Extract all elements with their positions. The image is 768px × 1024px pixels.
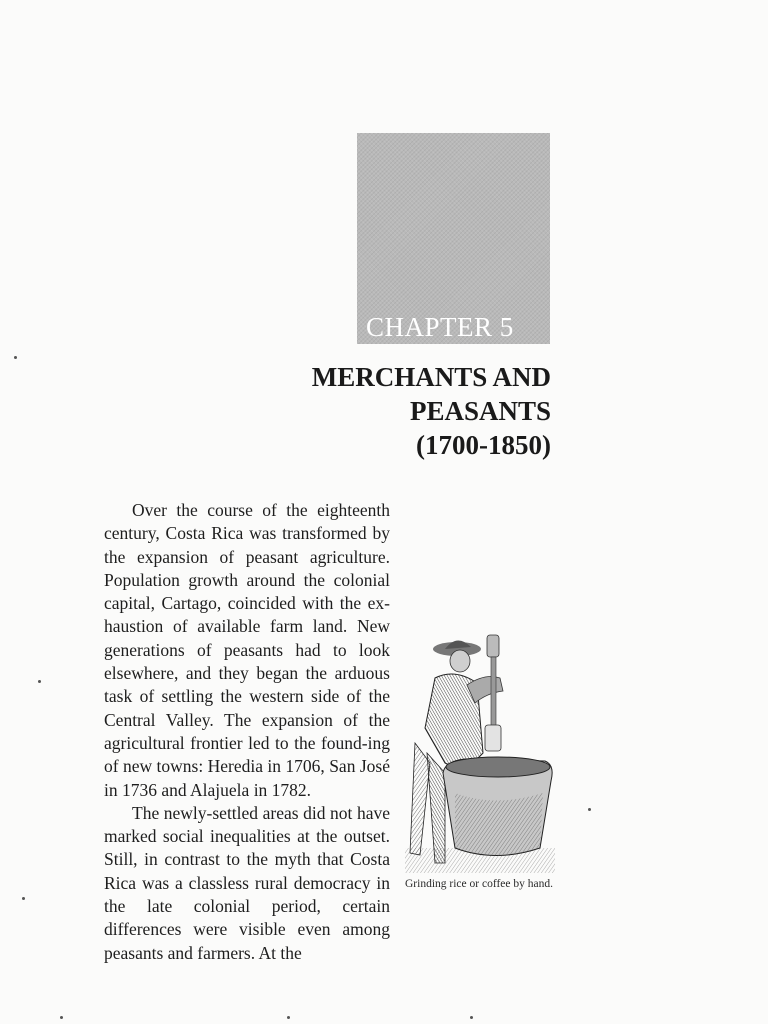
- scan-speck: [14, 356, 17, 359]
- paragraph-2: The newly-settled areas did not have marked social inequalities at the outset. Still, in contrast to the myth that Costa Rica was a classless rural democracy in the late colonial period, certain differences were visible even among peasants and farmers. At the: [104, 802, 390, 963]
- scan-speck: [38, 680, 41, 683]
- chapter-title-line-3: (1700-1850): [416, 430, 551, 460]
- body-text: [104, 499, 390, 965]
- engraving-illustration: [405, 633, 555, 873]
- chapter-title: [151, 360, 551, 462]
- chapter-title-line-2: PEASANTS: [409, 396, 551, 426]
- scan-speck: [470, 1016, 473, 1019]
- chapter-title-line-1: MERCHANTS AND: [311, 362, 551, 392]
- paragraph-1: Over the course of the eighteenth century, Costa Rica was transformed by the expansion of peasant agriculture. Population growth around the colonial capital, Cartago, coincided with the ex-haustion of available farm land. New generations of peasants had to look elsewhere, and they began the arduous task of settling the western side of the Central Valley. The expansion of the agricultural frontier led to the found-ing of new towns: Heredia in 1706, San José in 1736 and Alajuela in 1782.: [104, 500, 390, 800]
- scan-speck: [588, 808, 591, 811]
- chapter-label: CHAPTER 5: [366, 312, 514, 342]
- scan-speck: [287, 1016, 290, 1019]
- scan-speck: [22, 897, 25, 900]
- scan-speck: [60, 1016, 63, 1019]
- figure-caption: Grinding rice or coffee by hand.: [405, 878, 553, 890]
